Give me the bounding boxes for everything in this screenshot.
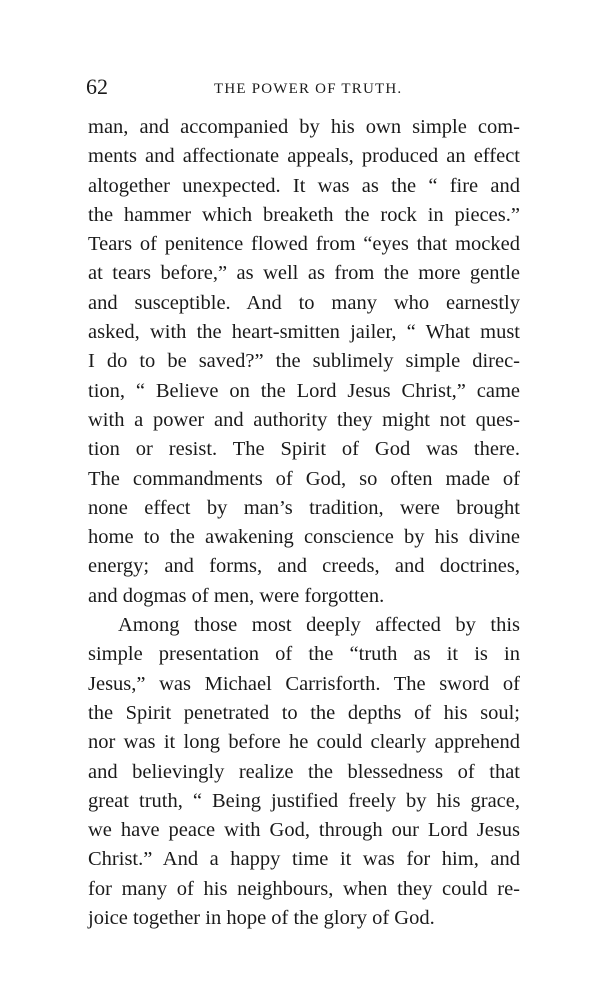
text-line: and believingly realize the blessedness of that	[88, 760, 520, 783]
text-line: ments and affectionate appeals, produced an effect	[88, 145, 520, 168]
text-line: and susceptible. And to many who earnestly	[88, 291, 520, 314]
page-number: 62	[86, 74, 108, 99]
text-line: with a power and authority they might not ques-	[88, 408, 520, 431]
running-title: THE POWER OF TRUTH.	[214, 81, 403, 97]
text-line: man, and accompanied by his own simple com-	[88, 116, 520, 138]
text-line: nor was it long before he could clearly apprehend	[88, 731, 520, 754]
text-line: we have peace with God, through our Lord Jesus	[88, 819, 520, 842]
text-line: energy; and forms, and creeds, and doctrines,	[88, 555, 520, 578]
text-line: home to the awakening conscience by his divine	[88, 526, 520, 549]
text-line: tion, “ Believe on the Lord Jesus Christ,” came	[88, 379, 520, 402]
text-line: tion or resist. The Spirit of God was there.	[88, 438, 520, 461]
text-line: the Spirit penetrated to the depths of his soul;	[88, 701, 520, 724]
text-line: Among those most deeply affected by this	[118, 614, 520, 637]
text-line: simple presentation of the “truth as it is in	[88, 643, 520, 666]
body-text	[88, 113, 520, 933]
text-line: altogether unexpected. It was as the “ fire and	[88, 174, 520, 197]
text-line: Christ.” And a happy time it was for him, and	[88, 848, 520, 871]
text-line: joice together in hope of the glory of God.	[88, 907, 435, 930]
text-line: The commandments of God, so often made of	[88, 467, 520, 490]
text-line: and dogmas of men, were forgotten.	[88, 584, 385, 607]
text-line: Jesus,” was Michael Carrisforth. The sword of	[88, 672, 520, 695]
page-header	[86, 72, 520, 102]
text-line: Tears of penitence flowed from “eyes that mocked	[88, 233, 520, 256]
text-line: great truth, “ Being justified freely by his grace,	[88, 789, 520, 812]
text-line: none effect by man’s tradition, were brought	[88, 496, 520, 519]
text-line: I do to be saved?” the sublimely simple direc-	[88, 350, 520, 373]
text-line: asked, with the heart-smitten jailer, “ What must	[88, 321, 520, 344]
text-line: for many of his neighbours, when they could re-	[88, 877, 520, 900]
text-line: at tears before,” as well as from the more gentle	[88, 262, 520, 285]
text-line: the hammer which breaketh the rock in pieces.”	[88, 203, 520, 226]
